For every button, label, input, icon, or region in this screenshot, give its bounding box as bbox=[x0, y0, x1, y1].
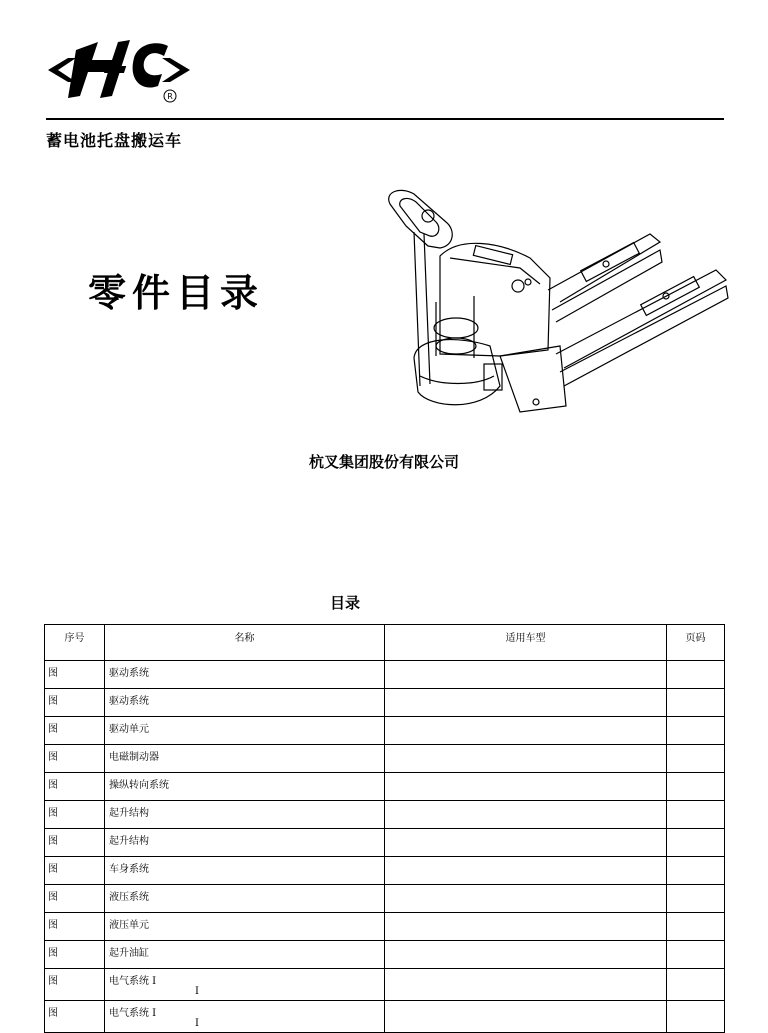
cell-name bbox=[105, 773, 385, 801]
cell-number bbox=[45, 661, 105, 689]
registered-mark: R bbox=[167, 92, 173, 101]
cell-name-text: 驱动系统 bbox=[109, 696, 149, 707]
cell-number bbox=[45, 941, 105, 969]
cell-model bbox=[385, 689, 667, 717]
pallet-truck-illustration bbox=[380, 186, 730, 418]
cell-number bbox=[45, 913, 105, 941]
table-row bbox=[45, 857, 725, 885]
cell-page bbox=[667, 717, 725, 745]
cell-number-text: 图 bbox=[48, 780, 58, 791]
cell-name bbox=[105, 941, 385, 969]
table-row bbox=[45, 773, 725, 801]
cell-number bbox=[45, 689, 105, 717]
product-title: 蓄电池托盘搬运车 bbox=[46, 131, 183, 150]
col-header-number: 序号 bbox=[45, 625, 105, 661]
cell-number bbox=[45, 829, 105, 857]
cell-name bbox=[105, 969, 385, 1001]
cell-name-text: 起升结构 bbox=[109, 836, 149, 847]
cell-number bbox=[45, 857, 105, 885]
cell-number-text: 图 bbox=[48, 808, 58, 819]
table-row bbox=[45, 941, 725, 969]
header-rule bbox=[46, 118, 724, 120]
cell-number-text: 图 bbox=[48, 864, 58, 875]
cell-name-text: 电磁制动器 bbox=[109, 752, 159, 763]
toc-heading: 目录 bbox=[329, 594, 360, 612]
cell-name-text: 车身系统 bbox=[109, 864, 149, 875]
cell-model bbox=[385, 661, 667, 689]
cell-number-text: 图 bbox=[48, 696, 58, 707]
table-row bbox=[45, 885, 725, 913]
table-row bbox=[45, 829, 725, 857]
cell-page bbox=[667, 913, 725, 941]
cell-name-text: 操纵转向系统 bbox=[109, 780, 169, 791]
cell-page bbox=[667, 1001, 725, 1033]
cell-name bbox=[105, 885, 385, 913]
cell-name-text: 起升结构 bbox=[109, 808, 149, 819]
table-row bbox=[45, 689, 725, 717]
cell-name-subline: I bbox=[195, 1018, 199, 1029]
cell-page bbox=[667, 661, 725, 689]
col-header-page: 页码 bbox=[667, 625, 725, 661]
cell-page bbox=[667, 689, 725, 717]
cell-number-text: 图 bbox=[48, 668, 58, 679]
cell-name-text: 驱动系统 bbox=[109, 668, 149, 679]
cell-name bbox=[105, 745, 385, 773]
cell-name-text: 电气系统 I bbox=[109, 1008, 157, 1019]
cell-name bbox=[105, 1001, 385, 1033]
toc-table bbox=[44, 624, 725, 1033]
table-row bbox=[45, 661, 725, 689]
cell-number bbox=[45, 885, 105, 913]
cell-name bbox=[105, 689, 385, 717]
cell-number-text: 图 bbox=[48, 976, 58, 987]
cell-number-text: 图 bbox=[48, 920, 58, 931]
cell-number bbox=[45, 745, 105, 773]
cell-model bbox=[385, 1001, 667, 1033]
cell-name bbox=[105, 829, 385, 857]
col-header-model: 适用车型 bbox=[385, 625, 667, 661]
cell-page bbox=[667, 857, 725, 885]
table-row bbox=[45, 913, 725, 941]
cell-page bbox=[667, 773, 725, 801]
cell-name-text: 起升油缸 bbox=[109, 948, 149, 959]
cell-number-text: 图 bbox=[48, 948, 58, 959]
table-row bbox=[45, 717, 725, 745]
col-header-name: 名称 bbox=[105, 625, 385, 661]
cell-name-text: 液压单元 bbox=[109, 920, 149, 931]
cell-model bbox=[385, 969, 667, 1001]
cell-number-text: 图 bbox=[48, 724, 58, 735]
catalog-title: 零件目录 bbox=[88, 270, 265, 315]
cell-number bbox=[45, 773, 105, 801]
cell-number bbox=[45, 717, 105, 745]
cell-model bbox=[385, 829, 667, 857]
cell-page bbox=[667, 829, 725, 857]
table-row bbox=[45, 745, 725, 773]
cell-number-text: 图 bbox=[48, 836, 58, 847]
company-name: 杭叉集团股份有限公司 bbox=[308, 453, 459, 471]
cell-number-text: 图 bbox=[48, 1008, 58, 1019]
cell-model bbox=[385, 857, 667, 885]
cell-page bbox=[667, 969, 725, 1001]
cell-number-text: 图 bbox=[48, 752, 58, 763]
table-row bbox=[45, 969, 725, 1001]
cell-name bbox=[105, 661, 385, 689]
cell-model bbox=[385, 717, 667, 745]
hc-logo bbox=[46, 36, 192, 106]
cell-name bbox=[105, 857, 385, 885]
cell-page bbox=[667, 941, 725, 969]
cell-page bbox=[667, 801, 725, 829]
table-row bbox=[45, 801, 725, 829]
toc-header-row bbox=[45, 625, 725, 661]
cell-model bbox=[385, 801, 667, 829]
cell-number-text: 图 bbox=[48, 892, 58, 903]
table-row bbox=[45, 1001, 725, 1033]
cell-name bbox=[105, 913, 385, 941]
cell-model bbox=[385, 745, 667, 773]
cell-model bbox=[385, 941, 667, 969]
cell-number bbox=[45, 801, 105, 829]
cell-name-text: 液压系统 bbox=[109, 892, 149, 903]
toc-body bbox=[45, 661, 725, 1033]
cell-page bbox=[667, 885, 725, 913]
cell-model bbox=[385, 773, 667, 801]
cell-name-text: 电气系统 I bbox=[109, 976, 157, 987]
cell-name bbox=[105, 717, 385, 745]
cell-name bbox=[105, 801, 385, 829]
cell-number bbox=[45, 969, 105, 1001]
cell-name-text: 驱动单元 bbox=[109, 724, 149, 735]
cell-page bbox=[667, 745, 725, 773]
cell-model bbox=[385, 885, 667, 913]
cell-model bbox=[385, 913, 667, 941]
cell-number bbox=[45, 1001, 105, 1033]
cell-name-subline: I bbox=[195, 986, 199, 997]
